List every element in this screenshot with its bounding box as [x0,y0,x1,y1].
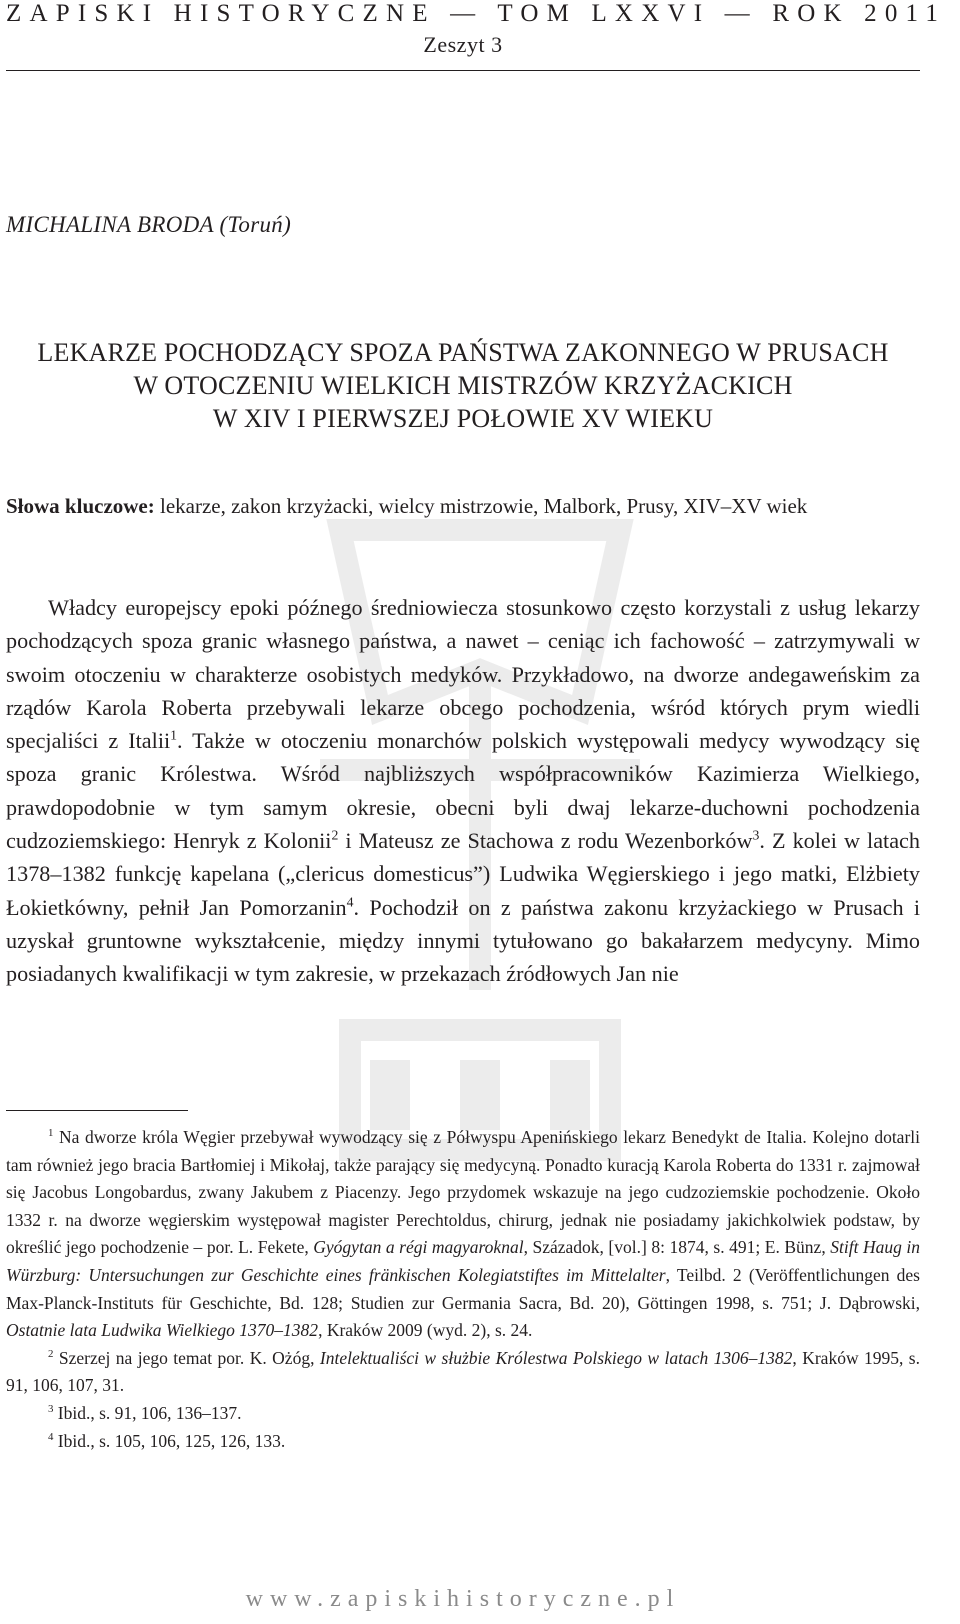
body-segment-4: . Z kolei w latach 1378–1382 funkcję kapelana („clericus domesticus”) Ludwika Węgierskiego i jego matki, Elżbiety Łokietkówny, pełnił Jan Pomorzanin [6,828,920,920]
footnote-3 [6,1400,920,1428]
footnote-2 [6,1345,920,1400]
issue-number: Zeszyt 3 [423,32,503,57]
footnote-1-number: 1 [48,1127,54,1140]
footnote-1-text-d: , Kraków 2009 (wyd. 2), s. 24. [318,1320,533,1341]
website-link[interactable]: www.zapiskihistoryczne.pl [245,1586,681,1612]
keywords-label: Słowa kluczowe: [6,494,155,518]
footnote-1-text-c: , Teilbd. 2 (Veröffentlichungen des Max-Planck-Instituts für Geschichte, Bd. 128; Studien zur Germania Sacra, Bd. 20), Göttingen 1998, s. 751; J. Dąbrowski, [6,1264,920,1313]
body-paragraph [6,591,920,991]
journal-header: ZAPISKI HISTORYCZNE — TOM LXXVI — ROK 2011 [6,0,947,27]
title-line-2: W OTOCZENIU WIELKICH MISTRZÓW KRZYŻACKICH [133,371,793,400]
keywords [6,490,920,523]
footnote-3-number: 3 [48,1403,54,1416]
footnote-1-title-2: Stift Haug in Würzburg: Untersuchungen zur Geschichte eines fränkischen Kolegiatstiftes im Mittelalter [6,1237,921,1285]
author-name: MICHALINA BRODA (Toruń) [6,212,292,237]
body-segment-5: . Pochodził on z państwa zakonu krzyżackiego w Prusach i uzyskał gruntowne wykształcenie, między innymi tytułowano go bakałarzem medycyny. Mimo posiadanych kwalifikacji w tym zakresie, w przekazach źródłowych Jan nie [6,894,921,987]
article-page [6,0,947,1612]
footnote-4-number: 4 [48,1430,54,1443]
footnote-4-text: Ibid., s. 105, 106, 125, 126, 133. [53,1430,286,1451]
footnote-2-text-a: Szerzej na jego temat por. K. Ożóg, [53,1347,320,1368]
footnote-ref-3[interactable]: 3 [752,827,760,843]
footnote-2-title-1: Intelektualiści w służbie Królestwa Polskiego w latach 1306–1382 [319,1347,793,1368]
footnote-ref-2[interactable]: 2 [331,827,339,843]
header-divider [6,70,920,71]
footnote-4 [6,1428,920,1456]
footnote-1-title-3: Ostatnie lata Ludwika Wielkiego 1370–1382 [6,1320,319,1341]
footnote-1-text-b: , Századok, [vol.] 8: 1874, s. 491; E. Bünz, [523,1237,831,1258]
footnote-2-number: 2 [48,1347,54,1360]
title-line-1: LEKARZE POCHODZĄCY SPOZA PAŃSTWA ZAKONNEGO W PRUSACH [37,338,889,367]
footnote-2-text-b: , Kraków 1995, s. 91, 106, 107, 31. [6,1347,920,1396]
footnote-ref-1[interactable]: 1 [170,727,178,743]
footnote-1-title-1: Gyógytan a régi magyaroknal [313,1237,524,1258]
article-title [6,336,920,435]
footnote-1-text-a: Na dworze króla Węgier przebywał wywodzący się z Półwyspu Apenińskiego lekarz Benedykt de Italia. Kolejno dotarli tam również jego bracia Bartłomiej i Mikołaj, także parający się medycyną. Ponadto kuracją Karola Roberta do 1331 r. zajmował się Jacobus Longobardus, zwany Jakubem z Piacenzy. Jego przydomek wskazuje na jego cudzoziemskie pochodzenie. Około 1332 r. na dworze węgierskim występował magister Perechtoldus, chirurg, jednak nie posiadamy jakichkolwiek podstaw, by określić jego pochodzenie – por. L. Fekete, [6,1127,920,1258]
body-text [6,591,920,991]
title-line-3: W XIV I PIERWSZEJ POŁOWIE XV WIEKU [212,404,714,433]
footnotes [6,1124,920,1455]
keywords-text: lekarze, zakon krzyżacki, wielcy mistrzowie, Malbork, Prusy, XIV–XV wiek [154,494,808,518]
body-segment-2: . Także w otoczeniu monarchów polskich występowali medycy wywodzący się spoza granic Królestwa. Wśród najbliższych współpracowników Kazimierza Wielkiego, prawdopodobnie w tym samym okresie, obecni byli dwaj lekarze-duchowni pochodzenia cudzoziemskiego: Henryk z Kolonii [6,728,920,854]
footnote-3-text: Ibid., s. 91, 106, 136–137. [53,1402,242,1423]
body-segment-1: Władcy europejscy epoki późnego średniowiecza stosunkowo często korzystali z usług lekarzy pochodzących spoza granic własnego państwa, a nawet – ceniąc ich fachowość – zatrzymywali w swoim otoczeniu w charakterze osobistych medyków. Przykładowo, na dworze andegaweńskim za rządów Karola Roberta przebywali lekarze obcego pochodzenia, wśród których prym wiedli specjaliści z Italii [6,595,920,754]
footnote-ref-4[interactable]: 4 [346,894,354,910]
body-segment-3: i Mateusz ze Stachowa z rodu Wezenborków [338,828,753,854]
footnote-1 [6,1124,920,1345]
footnote-divider [6,1110,188,1111]
